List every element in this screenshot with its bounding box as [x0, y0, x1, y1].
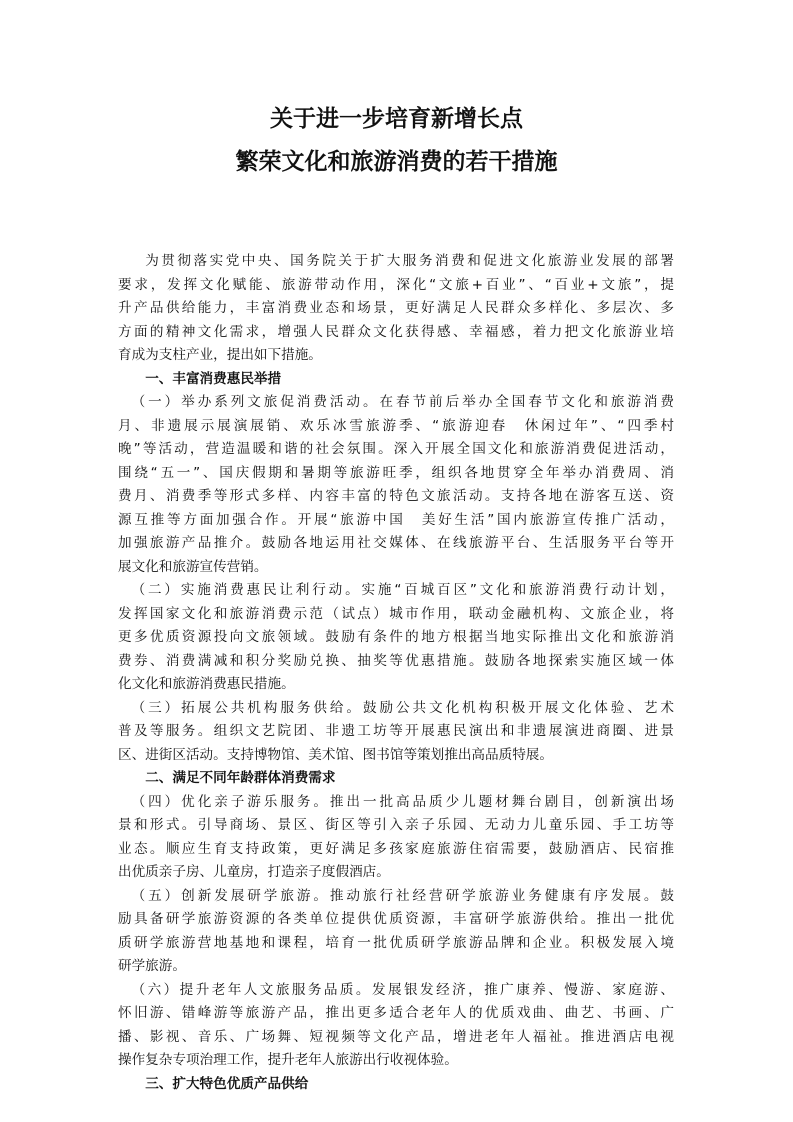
paragraph-first-line: [118, 697, 674, 721]
paragraph-first-line: [118, 979, 674, 1003]
paragraph-line: 加强旅游产品推介。鼓励各地运用社交媒体、在线旅游平台、生活服务平台等开: [118, 535, 674, 551]
paragraph-line: 质研学旅游营地基地和课程，培育一批优质研学旅游品牌和企业。积极发展入境: [118, 934, 674, 951]
paragraph-line: 景和形式。引导商场、景区、街区等引入亲子乐园、无动力儿童乐园、手工坊等: [118, 817, 674, 833]
paragraph-line: 晚”等活动，营造温暖和谐的社会氛围。深入开展全国文化和旅游消费促进活动，: [118, 441, 674, 457]
paragraph-line: 源互推等方面加强合作。开展“旅游中国 美好生活”国内旅游宣传推广活动，: [118, 511, 674, 528]
item-text: 推动旅行社经营研学旅游业务健康有序发展。鼓: [329, 887, 675, 904]
paragraph-line: 化文化和旅游消费惠民措施。: [118, 676, 295, 692]
section-heading-3: 三、扩大特色优质产品供给: [145, 1075, 309, 1092]
item-text: 发展银发经济，推广康养、慢游、家庭游、: [371, 981, 675, 998]
paragraph-line: 区、进街区活动。支持博物馆、美术馆、图书馆等策划推出高品质特展。: [118, 746, 553, 763]
intro-line: 育成为支柱产业，提出如下措施。: [118, 347, 322, 363]
paragraph-line: 播、影视、音乐、广场舞、短视频等文化产品，增进老年人福祉。推进酒店电视: [118, 1028, 674, 1045]
paragraph-first-line: [118, 885, 674, 909]
item-label: （六）提升老年人文旅服务品质。: [131, 981, 372, 998]
intro-line: 升产品供给能力，丰富消费业态和场景，更好满足人民群众多样化、多层次、多: [118, 300, 674, 316]
intro-line: 方面的精神文化需求，增强人民群众文化获得感、幸福感，着力把文化旅游业培: [118, 323, 674, 340]
paragraph-first-line: [118, 791, 674, 815]
paragraph-line: 费券、消费满减和积分奖励兑换、抽奖等优惠措施。鼓励各地探索实施区域一体: [118, 652, 674, 669]
item-text: 实施“百城百区”文化和旅游消费行动计划，: [361, 582, 674, 598]
section-heading-2: 二、满足不同年龄群体消费需求: [145, 770, 336, 786]
item-label: （四）优化亲子游乐服务。: [131, 793, 330, 810]
paragraph-line: 怀旧游、错峰游等旅游产品，推出更多适合老年人的优质戏曲、曲艺、书画、广: [118, 1005, 674, 1021]
paragraph-line: 月、非遗展示展演展销、欢乐冰雪旅游季、“旅游迎春 休闲过年”、“四季村: [118, 417, 674, 434]
intro-line: 要求，发挥文化赋能、旅游带动作用，深化“文旅+百业”、“百业+文旅”，提: [118, 276, 674, 293]
document-body: [118, 250, 674, 1096]
paragraph-line: 普及等服务。组织文艺院团、非遗工坊等开展惠民演出和非遗展演进商圈、进景: [118, 723, 674, 739]
paragraph-line: 励具备研学旅游资源的各类单位提供优质资源，丰富研学旅游供给。推出一批优: [118, 911, 674, 927]
paragraph-line: 更多优质资源投向文旅领域。鼓励有条件的地方根据当地实际推出文化和旅游消: [118, 629, 674, 645]
paragraph-first-line: [118, 391, 674, 415]
paragraph-line: 操作复杂专项治理工作，提升老年人旅游出行收视体验。: [118, 1052, 458, 1068]
intro-line: 为贯彻落实党中央、国务院关于扩大服务消费和促进文化旅游业发展的部署: [145, 253, 674, 269]
paragraph-line: 出优质亲子房、儿童房，打造亲子度假酒店。: [118, 864, 390, 880]
item-text: 推出一批高品质少儿题材舞台剧目，创新演出场: [329, 793, 675, 810]
title-line-1: 关于进一步培育新增长点: [270, 106, 523, 132]
item-text: 在春节前后举办全国春节文化和旅游消费: [379, 394, 675, 410]
title-line-2: 繁荣文化和旅游消费的若干措施: [235, 149, 558, 175]
paragraph-line: 发挥国家文化和旅游消费示范（试点）城市作用，联动金融机构、文旅企业，将: [118, 605, 674, 622]
item-label: （五）创新发展研学旅游。: [131, 887, 330, 904]
paragraph-first-line: [118, 579, 674, 603]
paragraph-line: 研学旅游。: [118, 958, 186, 974]
item-label: （一）举办系列文旅促消费活动。: [131, 394, 380, 410]
item-label: （二）实施消费惠民让利行动。: [131, 582, 362, 598]
paragraph-line: 业态。顺应生育支持政策，更好满足多孩家庭旅游住宿需要，鼓励酒店、民宿推: [118, 840, 674, 857]
item-text: 鼓励公共文化机构积极开展文化体验、艺术: [362, 699, 675, 716]
paragraph-line: 费月、消费季等形式多样、内容丰富的特色文旅活动。支持各地在游客互送、资: [118, 488, 674, 504]
item-label: （三）拓展公共机构服务供给。: [131, 699, 363, 716]
paragraph-line: 围绕“五一”、国庆假期和暑期等旅游旺季，组织各地贯穿全年举办消费周、消: [118, 464, 674, 481]
paragraph-line: 展文化和旅游宣传营销。: [118, 558, 268, 575]
section-heading-1: 一、丰富消费惠民举措: [145, 370, 282, 387]
